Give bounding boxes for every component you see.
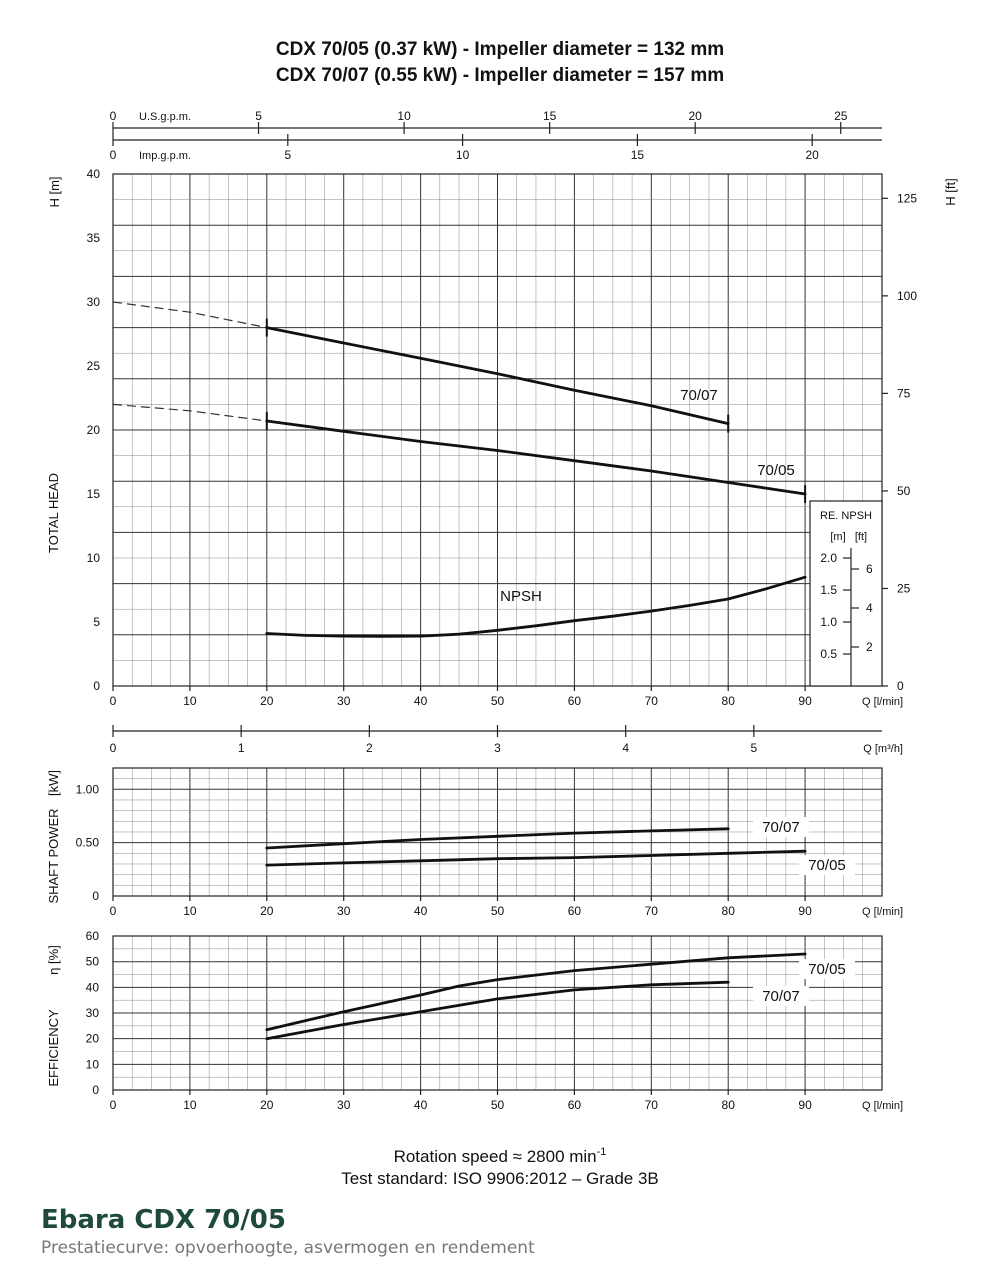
head-panel	[46, 109, 958, 755]
efficiency-x-tick-label: 30	[337, 1098, 351, 1112]
power-panel	[46, 768, 903, 918]
efficiency-y-tick-label: 20	[85, 1031, 99, 1046]
efficiency-x-tick-label: 60	[567, 1098, 582, 1112]
efficiency-x-tick-label: 0	[109, 1098, 117, 1112]
efficiency-label-70-07: 70/07	[762, 988, 800, 1005]
power-y-tick-label: 0.50	[75, 835, 99, 850]
m3h-axis-label: Q [m³/h]	[863, 743, 903, 755]
head-y-tick-label: 25	[86, 359, 100, 373]
top-axis-imp-g-p-m-tick-label: 0	[109, 148, 117, 162]
npsh-inset-m-tick-label: 0.5	[820, 647, 837, 661]
power-x-tick-label: 90	[798, 904, 812, 918]
head-right-tick-label: 125	[897, 191, 918, 206]
head-label-70-05: 70/05	[757, 462, 795, 479]
efficiency-x-tick-label: 20	[260, 1098, 274, 1112]
npsh-inset-title: RE. NPSH	[820, 510, 872, 522]
head-y-unit-left: H [m]	[47, 176, 62, 208]
efficiency-x-axis-label: Q [l/min]	[862, 1100, 903, 1112]
power-x-tick-label: 10	[183, 904, 197, 918]
head-right-tick-label: 0	[897, 679, 904, 693]
m3h-axis-tick-label: 4	[622, 741, 630, 755]
efficiency-x-tick-label: 80	[721, 1098, 735, 1112]
npsh-inset-m-tick-label: 1.5	[820, 583, 837, 597]
efficiency-x-tick-label: 10	[183, 1098, 197, 1112]
head-y-tick-label: 10	[86, 551, 100, 565]
efficiency-y-tick-label: 0	[92, 1083, 99, 1097]
power-y-unit: [kW]	[46, 770, 61, 796]
top-axis-u-s-g-p-m-tick-label: 5	[255, 109, 262, 123]
npsh-inset-m-tick-label: 1.0	[820, 615, 837, 629]
power-y-tick-label: 0	[92, 889, 99, 903]
head-x-tick-label: 90	[798, 694, 812, 708]
npsh-inset-ft-tick-label: 6	[866, 562, 873, 576]
head-x-tick-label: 10	[183, 694, 197, 708]
power-x-tick-label: 20	[260, 904, 274, 918]
power-y-axis-label: SHAFT POWER	[46, 808, 61, 904]
npsh-inset-ft-tick-label: 2	[866, 640, 873, 654]
npsh-inset-ft-tick-label: 4	[866, 601, 873, 615]
head-y-tick-label: 15	[86, 487, 100, 501]
efficiency-x-tick-label: 40	[413, 1098, 428, 1112]
power-label-70-07: 70/07	[762, 819, 800, 836]
npsh-label: NPSH	[500, 588, 542, 605]
m3h-axis-tick-label: 2	[365, 741, 373, 755]
head-right-tick-label: 50	[897, 483, 911, 498]
head-y-tick-label: 5	[93, 615, 100, 629]
head-label-70-07: 70/07	[680, 387, 718, 404]
m3h-axis-tick-label: 0	[109, 741, 117, 755]
top-axis-u-s-g-p-m-label: U.S.g.p.m.	[139, 111, 191, 123]
power-x-tick-label: 70	[644, 904, 658, 918]
efficiency-y-unit: η [%]	[46, 945, 61, 975]
top-axis-u-s-g-p-m-tick-label: 0	[109, 109, 117, 123]
footer	[41, 1204, 535, 1260]
power-x-tick-label: 30	[337, 904, 351, 918]
head-right-tick-label: 25	[897, 581, 911, 596]
head-y-tick-label: 0	[93, 679, 100, 693]
efficiency-x-tick-label: 50	[490, 1098, 505, 1112]
head-x-tick-label: 70	[644, 694, 658, 708]
efficiency-x-tick-label: 70	[644, 1098, 658, 1112]
efficiency-y-tick-label: 60	[85, 929, 99, 943]
top-axis-u-s-g-p-m-tick-label: 15	[542, 109, 557, 123]
head-x-tick-label: 20	[260, 694, 274, 708]
head-y-tick-label: 40	[86, 167, 100, 181]
head-y-axis-label: TOTAL HEAD	[46, 473, 61, 553]
head-right-tick-label: 100	[897, 288, 918, 303]
efficiency-panel	[46, 929, 903, 1112]
power-label-70-05: 70/05	[808, 857, 846, 874]
head-x-tick-label: 60	[567, 694, 582, 708]
footer-subtitle: Prestatiecurve: opvoerhoogte, asvermogen en rendement	[41, 1238, 535, 1258]
head-y-unit-right: H [ft]	[943, 178, 958, 206]
npsh-inset-unit-ft: [ft]	[854, 531, 868, 543]
efficiency-y-tick-label: 40	[85, 980, 99, 995]
npsh-inset-unit-m: [m]	[830, 531, 846, 543]
top-axis-imp-g-p-m-tick-label: 15	[630, 148, 645, 162]
top-axis-u-s-g-p-m-tick-label: 20	[688, 109, 702, 123]
m3h-axis-tick-label: 5	[750, 741, 758, 755]
head-y-tick-label: 35	[86, 231, 100, 245]
efficiency-label-70-05: 70/05	[808, 961, 846, 978]
top-axis-imp-g-p-m-tick-label: 20	[805, 148, 819, 162]
head-x-tick-label: 40	[413, 694, 428, 708]
head-x-tick-label: 30	[337, 694, 351, 708]
rotation-speed-note: Rotation speed ≈ 2800 $\min^{-1}$	[393, 1146, 607, 1166]
power-y-tick-label: 1.00	[75, 782, 99, 797]
head-x-axis-label: Q [l/min]	[862, 696, 903, 708]
power-x-tick-label: 60	[567, 904, 582, 918]
m3h-axis-tick-label: 1	[237, 741, 245, 755]
head-right-tick-label: 75	[897, 386, 911, 401]
efficiency-y-tick-label: 10	[85, 1057, 99, 1072]
efficiency-x-tick-label: 90	[798, 1098, 812, 1112]
efficiency-y-axis-label: EFFICIENCY	[46, 1009, 61, 1087]
top-axis-u-s-g-p-m-tick-label: 10	[397, 109, 411, 123]
efficiency-y-tick-label: 50	[85, 954, 99, 969]
chart-title-line-1: CDX 70/05 (0.37 kW) - Impeller diameter = 132 mm	[275, 39, 725, 60]
test-standard-note: Test standard: ISO 9906:2012 – Grade 3B	[341, 1169, 659, 1188]
head-x-tick-label: 0	[109, 694, 117, 708]
top-axis-imp-g-p-m-tick-label: 10	[455, 148, 470, 162]
head-y-tick-label: 30	[86, 295, 100, 309]
chart-title-line-2: CDX 70/07 (0.55 kW) - Impeller diameter = 157 mm	[275, 65, 725, 86]
power-x-tick-label: 40	[413, 904, 428, 918]
power-x-axis-label: Q [l/min]	[862, 906, 903, 918]
power-x-tick-label: 80	[721, 904, 735, 918]
efficiency-y-tick-label: 30	[85, 1006, 99, 1020]
m3h-axis-tick-label: 3	[494, 741, 501, 755]
head-x-tick-label: 80	[721, 694, 735, 708]
npsh-inset-m-tick-label: 2.0	[820, 551, 837, 565]
top-axis-imp-g-p-m-label: Imp.g.p.m.	[139, 150, 191, 162]
top-axis-u-s-g-p-m-tick-label: 25	[834, 109, 848, 123]
power-x-tick-label: 50	[490, 904, 505, 918]
head-y-tick-label: 20	[86, 423, 100, 437]
footer-title: Ebara CDX 70/05	[41, 1205, 286, 1235]
head-x-tick-label: 50	[490, 694, 505, 708]
top-axis-imp-g-p-m-tick-label: 5	[284, 148, 292, 162]
power-x-tick-label: 0	[109, 904, 117, 918]
